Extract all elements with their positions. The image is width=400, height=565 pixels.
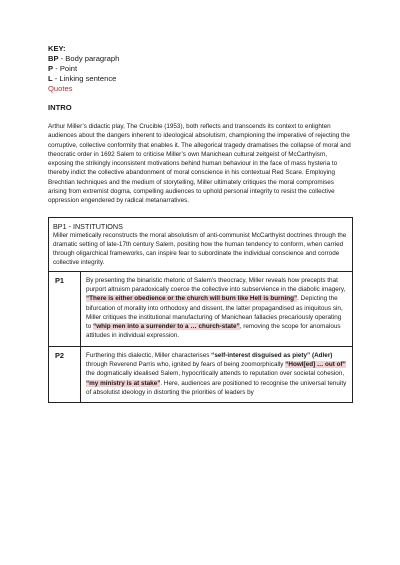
key-abbr: P — [48, 64, 54, 73]
key-abbr: BP — [48, 54, 59, 63]
bp1-header — [49, 218, 352, 272]
text-run: through Reverend Parris who, ignited by fears of being zoomorphically — [86, 361, 286, 369]
table-row — [49, 347, 352, 402]
bp1-title: BP1 - INSTITUTIONS — [53, 221, 123, 231]
document-page — [48, 44, 353, 403]
quote-highlight: “There is either obedience or the church will burn like Hell is burning” — [86, 295, 298, 303]
row-label: P2 — [49, 347, 81, 402]
key-desc: - Linking sentence — [52, 74, 117, 83]
intro-heading: INTRO — [48, 103, 72, 112]
row-text — [81, 347, 352, 402]
text-run: , removing the scope for anomalous attitudes in individual expression. — [86, 323, 341, 340]
quote-highlight: “Howl[ed] … out of” — [285, 361, 346, 369]
quote-highlight: “whip men into a surrender to a … church-state” — [93, 323, 240, 331]
key-desc: - Body paragraph — [58, 54, 120, 63]
key-title: KEY: — [48, 44, 66, 53]
text-run: the dogmatically idealised Salem, hypocritically attends to reputation over societal cohesion, — [86, 370, 345, 378]
quote-bold: “self-interest disguised as piety” (Adler) — [211, 351, 333, 359]
key-item-bp — [48, 54, 353, 64]
row-label: P1 — [49, 272, 81, 346]
intro-paragraph: Arthur Miller’s didactic play, The Crucible (1953), both reflects and transcends its context to enlighten audiences about the dangers inherent to ideological absolutism, championing the imperative of rejecting the corruptive, collective conformity that enables it. The allegorical tragedy dramatises the collapse of moral and theocratic order in 1692 Salem to criticise Miller’s own Manichean cultural zeitgeist of McCarthyism, exposing the strikingly inconsistent motivations behind human behaviour in the face of mass hysteria to thereby indict the collective abandonment of moral conscience in his contextual Red Scare. Employing Brechtian techniques and the medium of storytelling, Miller ultimately critiques the moral compromises arising from extremist dogma, compelling audiences to uphold personal integrity to resist the collective oppression engendered by radical metanarratives. — [48, 123, 351, 205]
text-run: Furthering this dialectic, Miller characterises — [86, 351, 212, 359]
bp1-table — [48, 217, 353, 404]
text-run: . Here, audiences are positioned to recognise the universal tenuity of absolutist ideology in distorting the priorities of leaders by — [86, 379, 347, 396]
key-abbr: L — [48, 74, 53, 83]
key-item-p — [48, 64, 353, 74]
quote-highlight: “my ministry is at stake” — [86, 379, 161, 387]
key-desc: - Point — [53, 64, 78, 73]
key-section — [48, 44, 353, 94]
key-item-l — [48, 74, 353, 84]
key-quotes-label: Quotes — [48, 84, 73, 93]
text-run: By presenting the binaristic rhetoric of Salem’s theocracy, Miller reveals how precepts that purport altruism paradoxically coerce the collective into subservience in the diabolic imagery, — [86, 276, 346, 293]
table-row — [49, 272, 352, 347]
bp1-summary: Miller mimetically reconstructs the moral absolutism of anti-communist McCarthyist doctrines through the dramatic setting of late-17th century Salem, positing how the human tendency to conform, when carried through oligarchical frameworks, can inspire fear to subordinate the individual conscience and corrode collective integrity. — [53, 231, 347, 267]
row-text — [81, 272, 352, 346]
text-run: . Depicting the bifurcation of morality into orthodoxy and dissent, the latter propagandised as iniquitous sin, Miller critiques the institutional manufacturing of Manichean fallacies precariously operating to — [86, 295, 343, 331]
